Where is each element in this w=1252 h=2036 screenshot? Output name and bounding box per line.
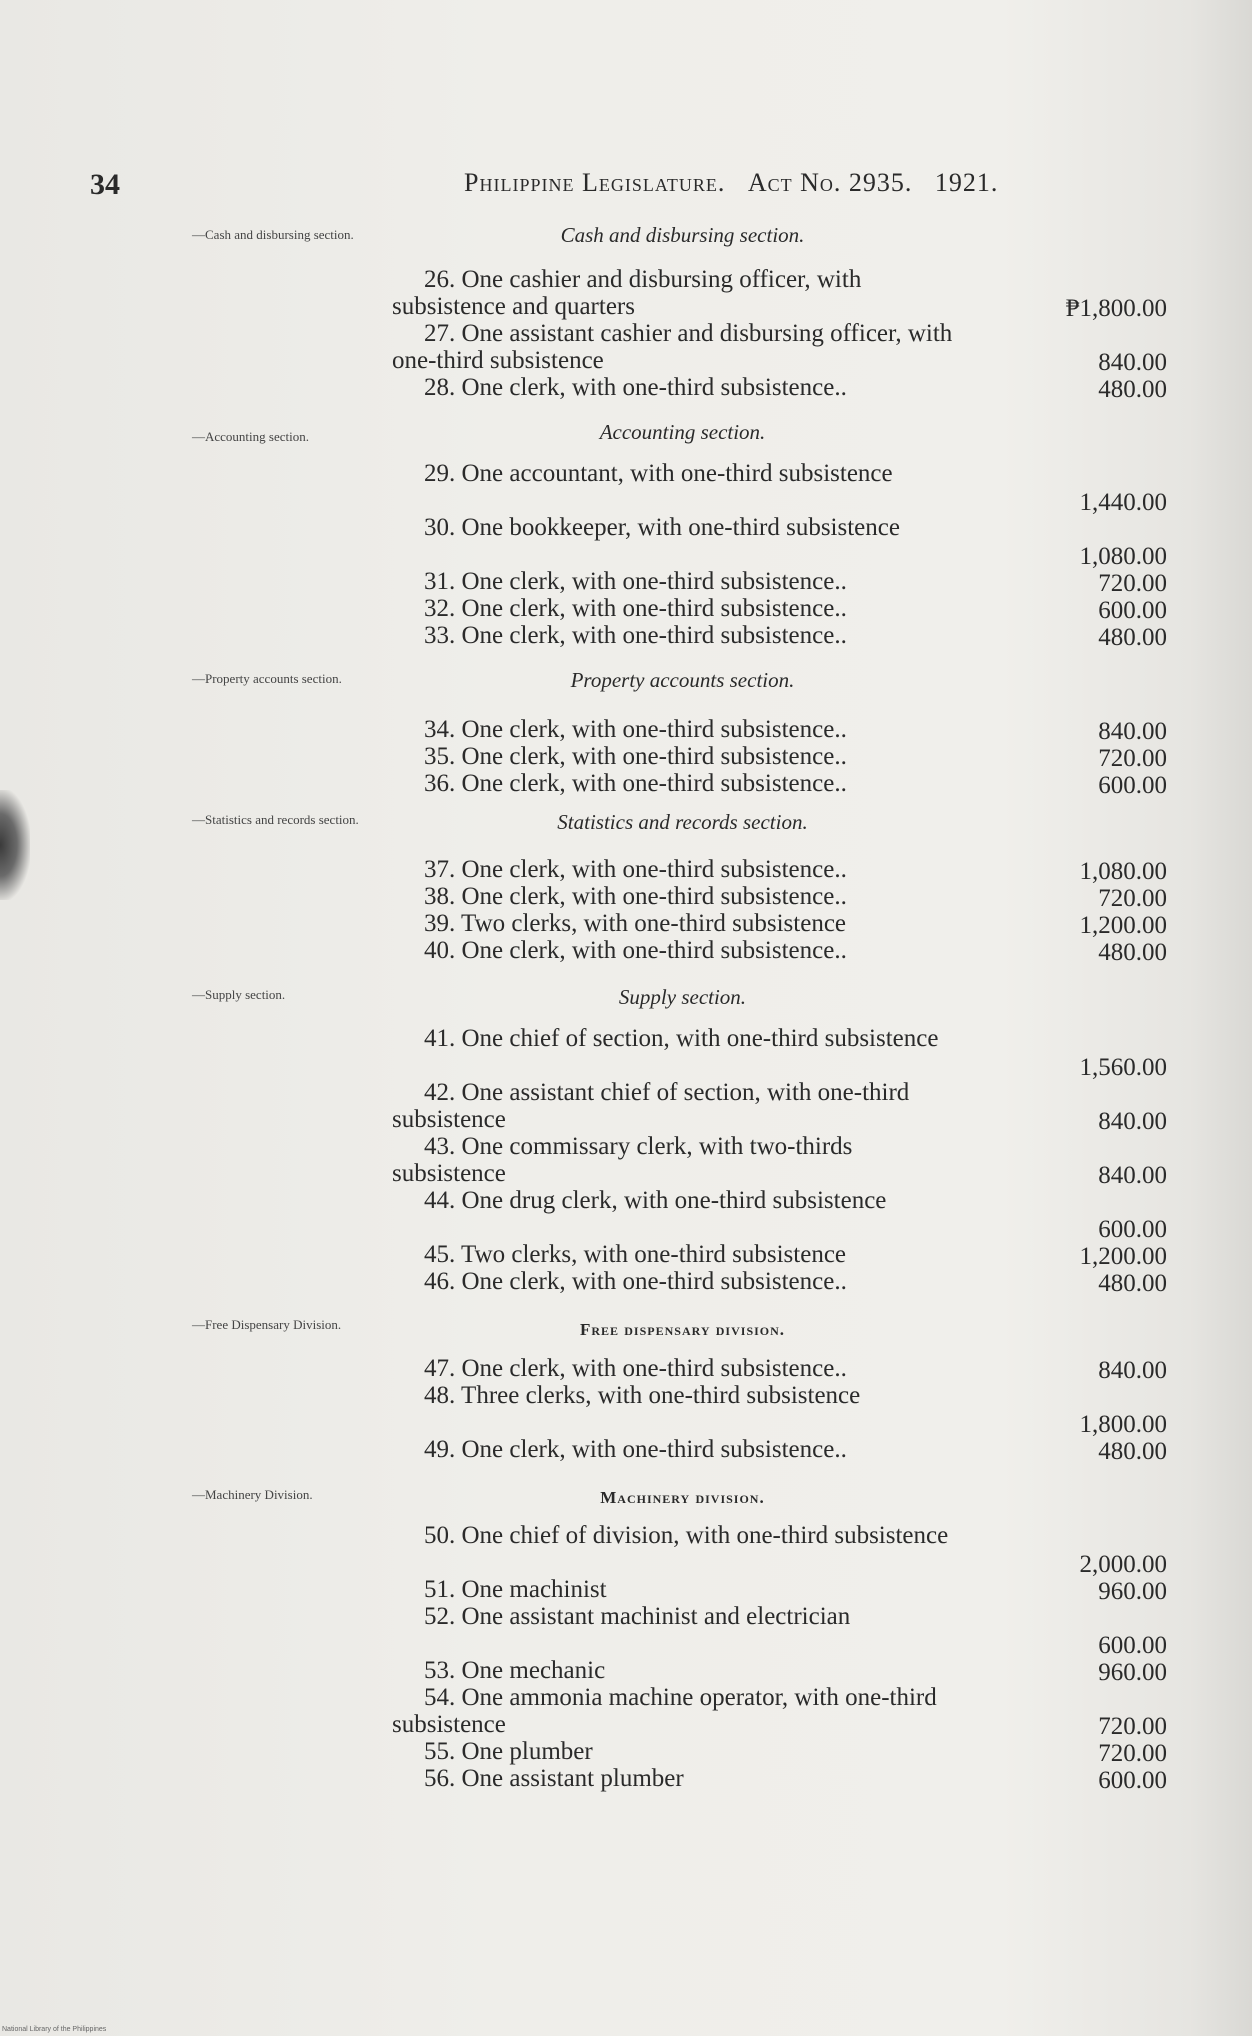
list-item xyxy=(392,1576,1167,1603)
scan-thumb-shadow xyxy=(0,790,30,900)
list-item xyxy=(392,856,1167,883)
list-cash xyxy=(392,266,1167,401)
item-amount: 720.00 xyxy=(1098,885,1167,912)
list-item xyxy=(392,1382,1167,1436)
list-item xyxy=(392,1765,1167,1792)
item-amount: 600.00 xyxy=(1098,597,1167,624)
item-text: 51. One machinist xyxy=(424,1576,607,1603)
heading-supply: Supply section. xyxy=(618,985,747,1009)
item-amount: 840.00 xyxy=(1098,1108,1167,1135)
item-amount: 720.00 xyxy=(1098,1740,1167,1767)
item-amount: 1,440.00 xyxy=(1079,489,1167,516)
list-item xyxy=(392,1133,1167,1187)
item-text: 50. One chief of division, with one-third subsistence xyxy=(424,1522,949,1549)
item-text: 30. One bookkeeper, with one-third subsistence xyxy=(424,514,900,541)
item-text: 44. One drug clerk, with one-third subsistence xyxy=(424,1187,887,1214)
item-amount: 480.00 xyxy=(1098,376,1167,403)
item-amount: 720.00 xyxy=(1098,1713,1167,1740)
item-amount: 480.00 xyxy=(1098,1438,1167,1465)
item-text: 48. Three clerks, with one-third subsistence xyxy=(424,1382,861,1409)
margin-note-property: —Property accounts section. xyxy=(192,671,342,686)
margin-note-cash: —Cash and disbursing section. xyxy=(192,227,354,242)
list-item xyxy=(392,1603,1167,1657)
list-item xyxy=(392,937,1167,964)
list-item xyxy=(392,514,1167,568)
margin-note-dispensary: —Free Dispensary Division. xyxy=(192,1317,342,1332)
item-text: 38. One clerk, with one-third subsistence.. xyxy=(424,883,847,910)
heading-cash: Cash and disbursing section. xyxy=(560,223,805,247)
list-item xyxy=(392,910,1167,937)
list-item xyxy=(392,622,1167,649)
item-text: 55. One plumber xyxy=(424,1738,593,1765)
list-accounting xyxy=(392,460,1167,649)
item-text: 54. One ammonia machine operator, with one-third subsistence xyxy=(392,1684,937,1738)
item-amount: 960.00 xyxy=(1098,1578,1167,1605)
item-text: 43. One commissary clerk, with two-thirds subsistence xyxy=(392,1133,853,1187)
item-text: 40. One clerk, with one-third subsistence.. xyxy=(424,937,847,964)
list-item xyxy=(392,460,1167,514)
item-text: 56. One assistant plumber xyxy=(424,1765,684,1792)
list-item xyxy=(392,743,1167,770)
item-text: 32. One clerk, with one-third subsistence.. xyxy=(424,595,847,622)
item-text: 26. One cashier and disbursing officer, with subsistence and quarters xyxy=(392,266,862,320)
list-item xyxy=(392,1355,1167,1382)
list-item xyxy=(392,883,1167,910)
item-amount: 960.00 xyxy=(1098,1659,1167,1686)
item-amount: 840.00 xyxy=(1098,349,1167,376)
item-amount: 1,080.00 xyxy=(1079,543,1167,570)
item-amount: 2,000.00 xyxy=(1079,1551,1167,1578)
item-amount: 1,200.00 xyxy=(1079,1243,1167,1270)
list-item xyxy=(392,595,1167,622)
margin-note-supply: —Supply section. xyxy=(192,987,286,1002)
heading-property: Property accounts section. xyxy=(570,668,795,692)
running-head xyxy=(464,168,998,198)
heading-statistics: Statistics and records section. xyxy=(557,810,808,834)
margin-note-statistics: —Statistics and records section. xyxy=(192,812,359,827)
item-amount: 1,800.00 xyxy=(1079,1411,1167,1438)
list-item xyxy=(392,770,1167,797)
item-text: 45. Two clerks, with one-third subsistence xyxy=(424,1241,847,1268)
list-item xyxy=(392,320,1167,374)
running-head-year: 1921. xyxy=(934,168,999,197)
item-amount: 1,080.00 xyxy=(1079,858,1167,885)
item-text: 34. One clerk, with one-third subsistence.. xyxy=(424,716,847,743)
list-item xyxy=(392,1522,1167,1576)
list-item xyxy=(392,266,1167,320)
item-text: 53. One mechanic xyxy=(424,1657,606,1684)
heading-dispensary: Free dispensary division. xyxy=(579,1320,786,1339)
item-amount: 840.00 xyxy=(1098,1357,1167,1384)
item-text: 28. One clerk, with one-third subsistence.. xyxy=(424,374,847,401)
item-text: 39. Two clerks, with one-third subsistence xyxy=(424,910,847,937)
list-item xyxy=(392,1738,1167,1765)
item-amount: 1,560.00 xyxy=(1079,1054,1167,1081)
item-text: 41. One chief of section, with one-third subsistence xyxy=(424,1025,939,1052)
running-head-title: Philippine Legislature. xyxy=(464,168,726,197)
item-amount: 840.00 xyxy=(1098,1162,1167,1189)
list-item xyxy=(392,1684,1167,1738)
heading-accounting: Accounting section. xyxy=(599,420,766,444)
running-head-act: Act No. 2935. xyxy=(747,168,913,197)
margin-note-accounting: —Accounting section. xyxy=(192,429,309,444)
item-text: 27. One assistant cashier and disbursing officer, with one-third subsistence xyxy=(392,320,953,374)
item-amount: 720.00 xyxy=(1098,570,1167,597)
scan-footer: National Library of the Philippines xyxy=(2,2026,107,2033)
list-property xyxy=(392,716,1167,797)
item-amount: 480.00 xyxy=(1098,939,1167,966)
list-item xyxy=(392,1436,1167,1463)
list-item xyxy=(392,1025,1167,1079)
item-amount: 600.00 xyxy=(1098,772,1167,799)
list-item xyxy=(392,1079,1167,1133)
item-text: 29. One accountant, with one-third subsistence xyxy=(424,460,893,487)
item-text: 31. One clerk, with one-third subsistence.. xyxy=(424,568,847,595)
item-amount: ₱1,800.00 xyxy=(1065,295,1167,322)
list-item xyxy=(392,1241,1167,1268)
list-item xyxy=(392,374,1167,401)
list-machinery xyxy=(392,1522,1167,1792)
list-item xyxy=(392,1268,1167,1295)
item-text: 49. One clerk, with one-third subsistence.. xyxy=(424,1436,847,1463)
list-statistics xyxy=(392,856,1167,964)
item-text: 52. One assistant machinist and electrician xyxy=(424,1603,851,1630)
item-text: 33. One clerk, with one-third subsistence.. xyxy=(424,622,847,649)
item-text: 47. One clerk, with one-third subsistence.. xyxy=(424,1355,847,1382)
list-item xyxy=(392,568,1167,595)
item-amount: 720.00 xyxy=(1098,745,1167,772)
item-text: 37. One clerk, with one-third subsistence.. xyxy=(424,856,847,883)
item-text: 46. One clerk, with one-third subsistence.. xyxy=(424,1268,847,1295)
item-text: 35. One clerk, with one-third subsistence.. xyxy=(424,743,847,770)
item-amount: 1,200.00 xyxy=(1079,912,1167,939)
item-amount: 480.00 xyxy=(1098,1270,1167,1297)
list-dispensary xyxy=(392,1355,1167,1463)
item-amount: 480.00 xyxy=(1098,624,1167,651)
margin-note-machinery: —Machinery Division. xyxy=(192,1487,313,1502)
item-text: 36. One clerk, with one-third subsistence.. xyxy=(424,770,847,797)
item-amount: 840.00 xyxy=(1098,718,1167,745)
list-item xyxy=(392,1187,1167,1241)
page-number: 34 xyxy=(90,168,120,201)
item-amount: 600.00 xyxy=(1098,1216,1167,1243)
list-supply xyxy=(392,1025,1167,1295)
item-text: 42. One assistant chief of section, with one-third subsistence xyxy=(392,1079,910,1133)
list-item xyxy=(392,716,1167,743)
item-amount: 600.00 xyxy=(1098,1632,1167,1659)
list-item xyxy=(392,1657,1167,1684)
heading-machinery: Machinery division. xyxy=(600,1488,765,1507)
item-amount: 600.00 xyxy=(1098,1767,1167,1794)
